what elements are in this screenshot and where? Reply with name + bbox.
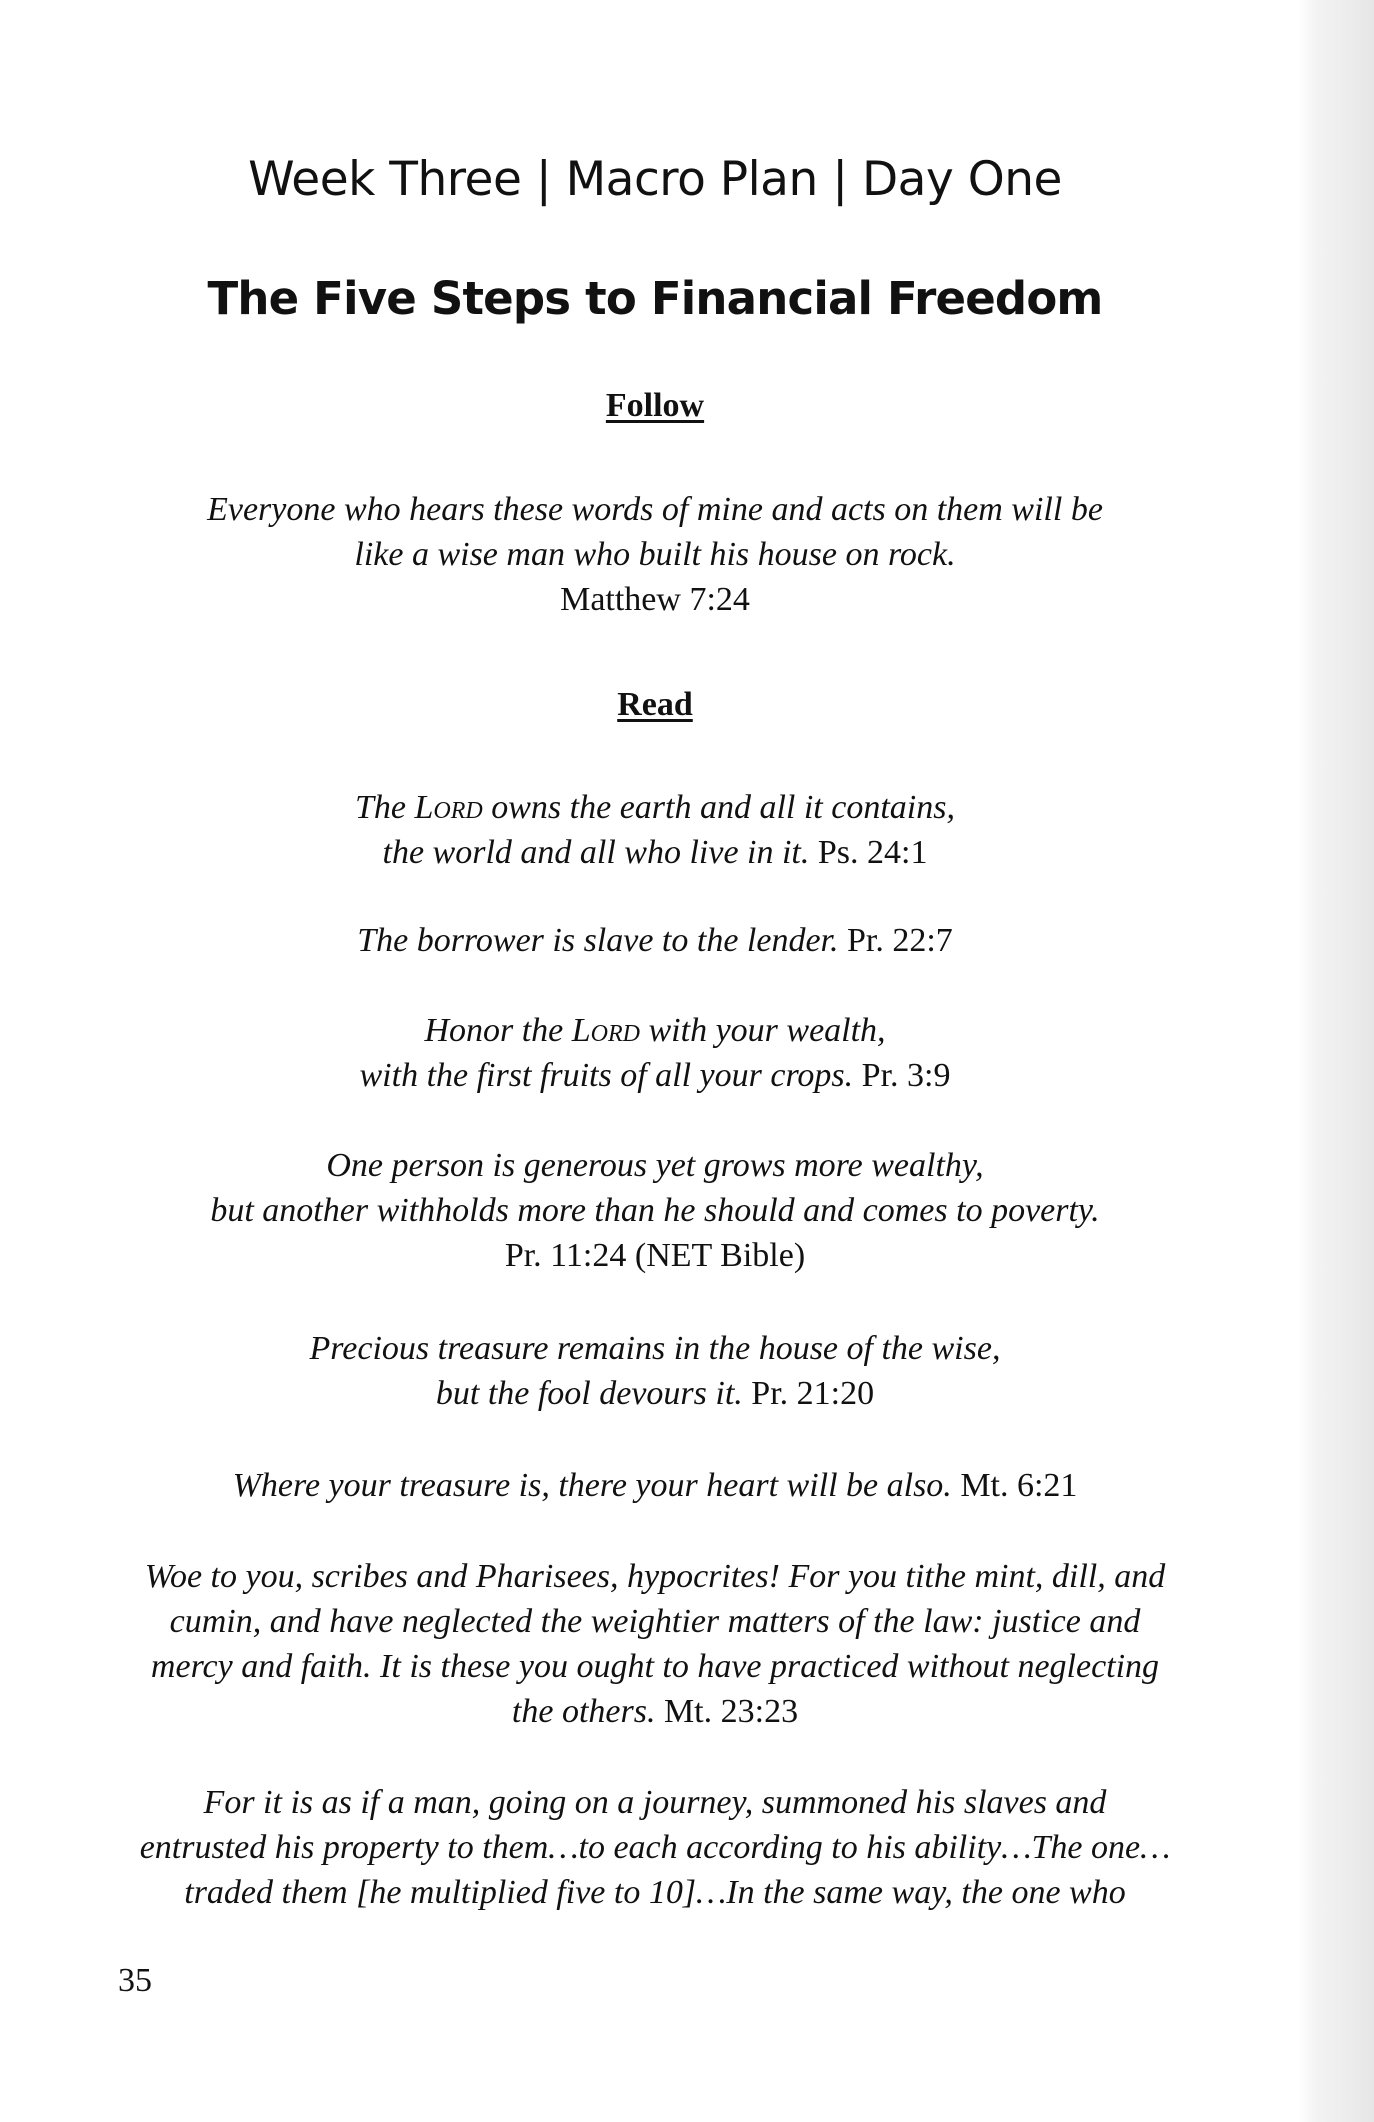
verse-text: the others.	[511, 1693, 656, 1730]
verse-text: with your wealth,	[640, 1012, 886, 1049]
read-heading: Read	[617, 686, 693, 723]
verse-line-2	[0, 1053, 1310, 1098]
verse-text: owns the earth and all it contains,	[482, 789, 955, 826]
verse-line-1: One person is generous yet grows more wealthy,	[326, 1147, 984, 1184]
verse-line-3: mercy and faith. It is these you ought to have practiced without neglecting	[150, 1648, 1160, 1685]
verse-pr-21-20	[0, 1326, 1310, 1416]
verse-line-1: Precious treasure remains in the house of the wise,	[309, 1330, 1001, 1367]
verse-pr-3-9	[0, 1008, 1310, 1098]
verse-reference: Ps. 24:1	[809, 834, 928, 871]
verse-line-3: traded them [he multiplied five to 10]…In the same way, the one who	[184, 1874, 1126, 1911]
follow-line-1: Everyone who hears these words of mine and acts on them will be	[207, 491, 1103, 528]
verse-reference: Mt. 23:23	[655, 1693, 799, 1730]
verse-mt-6-21	[0, 1463, 1310, 1508]
verse-pr-11-24	[0, 1143, 1310, 1278]
verse-talents	[0, 1780, 1310, 1915]
verse-reference: Pr. 22:7	[838, 922, 953, 959]
verse-reference: Mt. 6:21	[951, 1467, 1078, 1504]
follow-heading: Follow	[605, 387, 705, 424]
follow-passage	[0, 487, 1310, 622]
follow-reference: Matthew 7:24	[560, 581, 750, 618]
verse-text: The	[355, 789, 415, 826]
verse-line-2: but another withholds more than he should and comes to poverty.	[210, 1192, 1100, 1229]
verse-line-1: Woe to you, scribes and Pharisees, hypocrites! For you tithe mint, dill, and	[144, 1558, 1166, 1595]
verse-text: Where your treasure is, there your heart will be also.	[232, 1467, 952, 1504]
page-title: The Five Steps to Financial Freedom	[207, 272, 1103, 325]
verse-text: the world and all who live in it.	[382, 834, 810, 871]
lord-smallcaps: Lord	[414, 789, 483, 826]
verse-pr-22-7	[0, 918, 1310, 963]
verse-reference: Pr. 3:9	[853, 1057, 951, 1094]
verse-line-1	[0, 1008, 1310, 1053]
verse-line-2	[0, 1371, 1310, 1416]
verse-line-2	[0, 830, 1310, 875]
lord-smallcaps: Lord	[571, 1012, 640, 1049]
verse-text: with the first fruits of all your crops.	[359, 1057, 854, 1094]
week-line: Week Three | Macro Plan | Day One	[248, 152, 1062, 207]
verse-line-1	[0, 918, 1310, 963]
verse-line-1: For it is as if a man, going on a journey, summoned his slaves and	[203, 1784, 1107, 1821]
verse-ps-24-1	[0, 785, 1310, 875]
verse-reference: Pr. 21:20	[742, 1375, 875, 1412]
follow-line-2: like a wise man who built his house on rock.	[354, 536, 956, 573]
verse-line-4	[0, 1689, 1310, 1734]
verse-line-1	[0, 1463, 1310, 1508]
verse-line-2: entrusted his property to them…to each according to his ability…The one…	[139, 1829, 1171, 1866]
verse-text: but the fool devours it.	[435, 1375, 743, 1412]
verse-mt-23-23	[0, 1554, 1310, 1734]
verse-text: The borrower is slave to the lender.	[357, 922, 839, 959]
verse-text: Honor the	[424, 1012, 572, 1049]
page-number: 35	[118, 1962, 152, 1999]
verse-line-2: cumin, and have neglected the weightier matters of the law: justice and	[169, 1603, 1141, 1640]
verse-reference: Pr. 11:24 (NET Bible)	[504, 1237, 806, 1274]
verse-line-1	[0, 785, 1310, 830]
